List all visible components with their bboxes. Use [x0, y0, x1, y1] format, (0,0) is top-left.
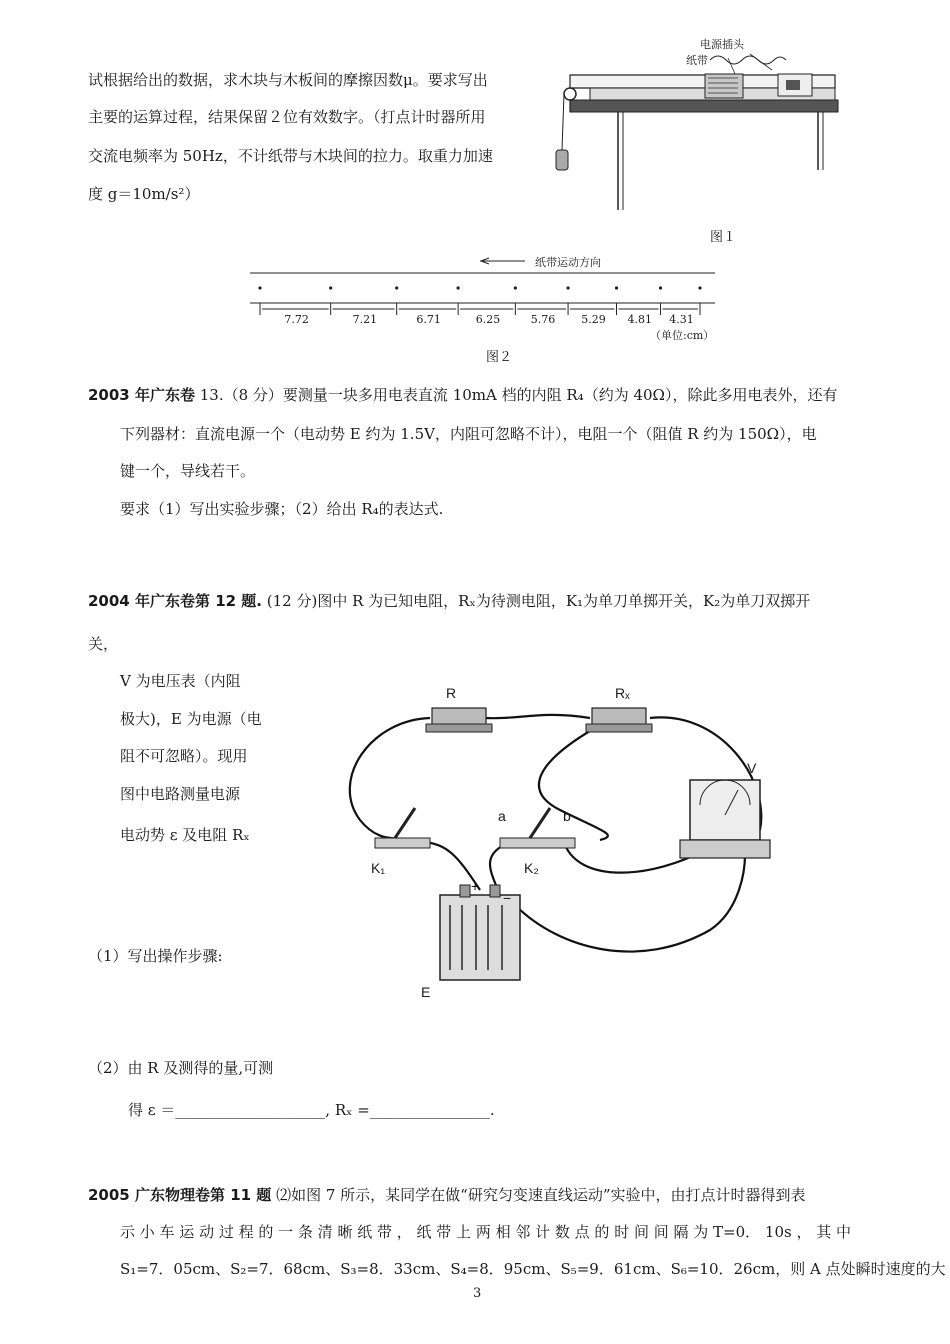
tape-segment-label: 7.21 — [352, 313, 378, 326]
q2004-step-1: （1）写出操作步骤: — [88, 947, 223, 965]
tape-dot — [514, 286, 517, 289]
q2004-answer-line: 得 ε ＝____________________, Rₓ =________________. — [128, 1101, 495, 1119]
intro-line-4: 度 g＝10m/s²） — [88, 185, 200, 203]
tape-dot — [329, 286, 332, 289]
label-minus: − — [503, 890, 512, 906]
tape-dot — [566, 286, 569, 289]
label-b: b — [563, 808, 571, 824]
tape-dot — [258, 286, 261, 289]
tape-dot — [659, 286, 662, 289]
circuit-diagram — [340, 680, 800, 1010]
q2003-heading: 2003 年广东卷 — [88, 386, 195, 404]
q2003-line-3: 键一个，导线若干。 — [120, 462, 256, 480]
tape-dot — [457, 286, 460, 289]
tape-dot — [615, 286, 618, 289]
q2004-heading: 2004 年广东卷第 12 题. — [88, 592, 262, 610]
intro-line-3: 交流电频率为 50Hz，不计纸带与木块间的拉力。取重力加速 — [88, 147, 493, 165]
q2005-line-2: 示 小 车 运 动 过 程 的 一 条 清 晰 纸 带 ， 纸 带 上 两 相 邻 计 数 点 的 时 间 间 隔 为 T=0． 10s ， 其 中 — [120, 1223, 852, 1241]
q2004-line-1 — [88, 591, 810, 611]
label-a: a — [498, 808, 506, 824]
label-plus: + — [471, 878, 480, 894]
q2004-left-5: 电动势 ε 及电阻 Rₓ — [120, 826, 250, 844]
q2003-text-1: 13.（8 分）要测量一块多用电表直流 10mA 档的内阻 R₄（约为 40Ω），除此多用电表外，还有 — [199, 386, 838, 404]
label-power-plug: 电源插头 — [700, 38, 744, 51]
tape-segment-label: 6.25 — [475, 313, 501, 326]
tape-segment-label: 6.71 — [416, 313, 441, 326]
q2004-left-3: 阻不可忽略）。现用 — [120, 747, 248, 765]
label-R: R — [446, 685, 457, 701]
figure-2-caption: 图２ — [486, 350, 513, 365]
q2004-line-2: 关， — [88, 635, 119, 653]
label-E: E — [421, 984, 431, 1000]
tape-segment-label: 5.29 — [581, 313, 606, 326]
q2004-left-4: 图中电路测量电源 — [120, 785, 241, 803]
q2004-text-1: (12 分)图中 R 为已知电阻，Rₓ为待测电阻，K₁为单刀单掷开关，K₂为单刀双掷开 — [266, 592, 811, 610]
tape-dot — [395, 286, 398, 289]
intro-line-1: 试根据给出的数据，求木块与木板间的摩擦因数μ。要求写出 — [88, 71, 488, 89]
q2004-step-2: （2）由 R 及测得的量,可测 — [88, 1059, 274, 1077]
label-paper-tape: 纸带 — [686, 54, 708, 67]
page-number: 3 — [473, 1286, 482, 1301]
q2005-line-1 — [88, 1185, 806, 1205]
q2003-line-1 — [88, 385, 837, 405]
label-K2: K₂ — [524, 860, 539, 876]
q2004-left-2: 极大)，E 为电源（电 — [120, 710, 262, 728]
label-V: V — [747, 760, 757, 776]
q2005-text-1: ⑵如图 7 所示，某同学在做“研究匀变速直线运动”实验中，由打点计时器得到表 — [276, 1186, 806, 1204]
figure-1-caption: 图１ — [710, 230, 737, 245]
label-Rx: Rₓ — [615, 685, 630, 701]
tape-segment-label: 7.72 — [284, 313, 309, 326]
q2004-left-1: V 为电压表（内阻 — [120, 672, 241, 690]
label-K1: K₁ — [371, 860, 386, 876]
tape-direction-label: 纸带运动方向 — [535, 256, 601, 269]
q2005-line-3: S₁=7．05cm、S₂=7．68cm、S₃=8．33cm、S₄=8．95cm、S₅=9．61cm、S₆=10．26cm，则 A 点处瞬时速度的大 — [120, 1260, 946, 1278]
tape-unit-label: （单位:cm） — [650, 329, 715, 342]
intro-line-2: 主要的运算过程，结果保留２位有效数字。（打点计时器所用 — [88, 108, 486, 126]
q2003-line-2: 下列器材：直流电源一个（电动势 E 约为 1.5V，内阻可忽略不计），电阻一个（阻值 R 约为 150Ω），电 — [120, 425, 817, 443]
tape-segment-label: 4.81 — [627, 313, 653, 326]
tape-segment-label: 5.76 — [530, 313, 556, 326]
q2003-line-4: 要求（1）写出实验步骤；（2）给出 R₄的表达式. — [120, 500, 444, 518]
tape-segment-label: 4.31 — [669, 313, 694, 326]
q2005-heading: 2005 广东物理卷第 11 题 — [88, 1186, 272, 1204]
tape-dot — [698, 286, 701, 289]
